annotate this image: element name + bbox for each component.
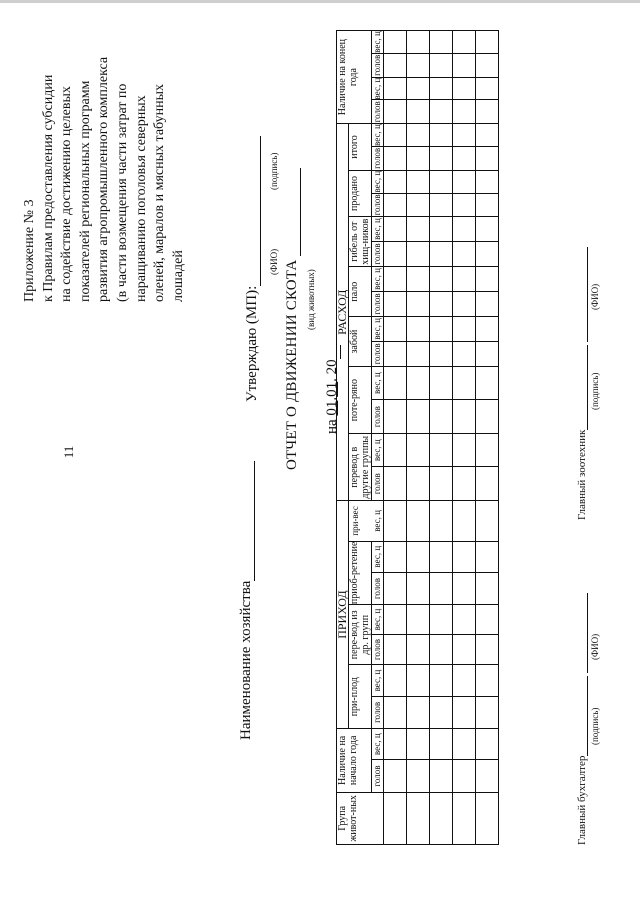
table-cell[interactable] — [476, 31, 499, 54]
unit-heads: голов — [372, 467, 384, 501]
col-income-birth: при-плод — [349, 665, 372, 729]
table-cell[interactable] — [453, 605, 476, 635]
table-cell[interactable] — [430, 634, 453, 665]
table-cell[interactable] — [430, 400, 453, 434]
unit-weight: вес, ц — [372, 124, 382, 146]
unit-weight: вес, ц — [372, 218, 382, 240]
unit-heads: голов — [372, 634, 384, 665]
zootech-label: Главный зоотехник — [576, 429, 588, 520]
appendix-line: оленей, маралов и мясных табунных — [152, 83, 168, 302]
appendix-line: Приложение № 3 — [22, 199, 37, 302]
table-row — [430, 31, 453, 845]
table-cell[interactable] — [453, 31, 476, 54]
table-cell[interactable] — [407, 696, 430, 728]
unit-weight: вес, ц — [372, 541, 384, 572]
table-cell[interactable] — [384, 400, 407, 434]
date-day: 01 — [324, 400, 340, 416]
table-cell[interactable] — [384, 434, 407, 467]
table-cell[interactable] — [430, 792, 453, 844]
unit-heads: голов — [372, 291, 384, 316]
table-body — [384, 31, 499, 845]
table-cell[interactable] — [407, 434, 430, 467]
table-cell[interactable] — [476, 193, 499, 217]
table-cell[interactable] — [407, 77, 430, 100]
table-cell[interactable] — [453, 100, 476, 124]
animal-kind-blank[interactable] — [300, 168, 301, 256]
table-cell[interactable] — [453, 467, 476, 501]
accountant-fio-caption: (ФИО) — [590, 633, 600, 660]
table-cell[interactable] — [476, 267, 499, 292]
unit-heads: голов — [372, 241, 384, 266]
table-cell[interactable] — [384, 217, 407, 242]
zootech-sign-blank[interactable] — [587, 345, 588, 430]
unit-weight: вес, ц — [372, 170, 382, 193]
table-cell[interactable] — [384, 572, 407, 604]
table-cell[interactable] — [407, 760, 430, 792]
table-row — [407, 31, 430, 845]
unit-heads: голов — [372, 54, 382, 76]
appendix-line: наращиванию поголовья северных — [133, 95, 149, 302]
farm-label: Наименование хозяйства — [238, 580, 254, 740]
col-start: Наличие на начало года — [337, 729, 372, 793]
table-cell[interactable] — [476, 400, 499, 434]
table-cell[interactable] — [384, 291, 407, 316]
livestock-table — [336, 30, 499, 845]
table-cell[interactable] — [476, 634, 499, 665]
date-prefix: на — [324, 419, 340, 434]
col-expense-fallen: пало — [349, 267, 372, 317]
table-cell[interactable] — [407, 605, 430, 635]
date-month: 01 — [324, 381, 340, 397]
col-income-gain — [349, 501, 384, 541]
table-cell[interactable] — [384, 53, 407, 77]
table-cell[interactable] — [453, 170, 476, 193]
table-cell[interactable] — [384, 77, 407, 100]
unit-heads: голов — [372, 101, 382, 123]
table-cell[interactable] — [430, 267, 453, 292]
unit-weight: вес, ц — [372, 367, 384, 400]
col-income-transfer: пере-вод из др. групп — [349, 605, 372, 665]
appendix-block — [21, 40, 188, 302]
table-cell[interactable] — [453, 792, 476, 844]
appendix-line: (в части возмещения части затрат по — [114, 83, 130, 302]
report-title — [284, 168, 301, 470]
table-cell[interactable] — [430, 367, 453, 400]
table-cell[interactable] — [430, 193, 453, 217]
table-cell[interactable] — [430, 170, 453, 193]
table-cell[interactable] — [453, 147, 476, 171]
table-cell[interactable] — [476, 729, 499, 760]
page-number: 11 — [61, 445, 76, 459]
table-cell[interactable] — [430, 241, 453, 266]
table-cell[interactable] — [430, 31, 453, 54]
table-cell[interactable] — [476, 77, 499, 100]
report-date: на 01.01. 20 — [324, 345, 341, 434]
unit-weight: вес, ц — [372, 434, 384, 467]
table-cell[interactable] — [407, 729, 430, 760]
table-cell[interactable] — [476, 100, 499, 124]
table-cell[interactable] — [476, 760, 499, 792]
approval-sign-caption: (подпись) — [269, 152, 279, 190]
table-cell[interactable] — [430, 124, 453, 147]
table-cell[interactable] — [384, 467, 407, 501]
table-cell[interactable] — [453, 193, 476, 217]
table-cell[interactable] — [430, 541, 453, 572]
table-cell[interactable] — [453, 241, 476, 266]
table-cell[interactable] — [476, 317, 499, 342]
table-cell[interactable] — [453, 696, 476, 728]
table-cell[interactable] — [476, 147, 499, 171]
table-cell[interactable] — [407, 291, 430, 316]
table-cell[interactable] — [453, 77, 476, 100]
table-cell[interactable] — [384, 241, 407, 266]
table-cell[interactable] — [384, 729, 407, 760]
table-cell[interactable] — [453, 434, 476, 467]
farm-name-blank[interactable] — [254, 461, 255, 581]
appendix-line: на содействие достижению целевых — [59, 86, 75, 302]
table-cell[interactable] — [430, 77, 453, 100]
table-cell[interactable] — [384, 696, 407, 728]
table-row — [453, 31, 476, 845]
table-cell[interactable] — [430, 467, 453, 501]
table-cell[interactable] — [407, 341, 430, 366]
table-cell[interactable] — [476, 53, 499, 77]
table-cell[interactable] — [407, 267, 430, 292]
table-cell[interactable] — [407, 170, 430, 193]
unit-weight: вес, ц — [372, 77, 382, 100]
col-expense-transfer: перевод в другие группы — [349, 434, 372, 501]
table-cell[interactable] — [384, 193, 407, 217]
table-cell[interactable] — [384, 341, 407, 366]
table-cell[interactable] — [476, 572, 499, 604]
approval-label: Утверждаю (МП): — [244, 285, 260, 402]
table-cell[interactable] — [476, 170, 499, 193]
approval-blank[interactable] — [260, 136, 261, 286]
table-cell[interactable] — [476, 696, 499, 728]
accountant-fio-blank[interactable] — [587, 593, 588, 673]
farm-name-line — [238, 461, 255, 740]
table-cell[interactable] — [384, 170, 407, 193]
table-cell[interactable] — [407, 400, 430, 434]
table-cell[interactable] — [384, 760, 407, 792]
gain-label: при-вес — [349, 506, 360, 536]
table-cell[interactable] — [453, 572, 476, 604]
animal-caption: (вид животных) — [306, 269, 316, 330]
appendix-line: к Правилам предоставления субсидии — [40, 74, 56, 302]
table-cell[interactable] — [430, 53, 453, 77]
col-income-purchase: приоб-ретение — [349, 541, 372, 605]
unit-weight: вес, ц — [372, 729, 384, 760]
table-row — [476, 31, 499, 845]
zootech-signature — [576, 247, 588, 520]
appendix-line: лошадей — [170, 250, 186, 302]
unit-heads: голов — [372, 147, 382, 169]
approval-line — [244, 136, 261, 402]
table-cell[interactable] — [453, 291, 476, 316]
table-cell[interactable] — [407, 147, 430, 171]
table-cell[interactable] — [384, 605, 407, 635]
table-cell[interactable] — [476, 501, 499, 541]
unit-weight: вес, ц — [372, 605, 384, 635]
unit-heads: голов — [372, 194, 382, 216]
header-row-cols — [349, 31, 372, 845]
col-end: Наличие на конец года — [337, 31, 372, 124]
table-cell[interactable] — [430, 317, 453, 342]
col-expense-lost: поте-ряно — [349, 367, 372, 434]
table-cell[interactable] — [384, 147, 407, 171]
table-cell[interactable] — [476, 291, 499, 316]
table-cell[interactable] — [407, 100, 430, 124]
table-cell[interactable] — [430, 291, 453, 316]
zootech-fio-blank[interactable] — [587, 247, 588, 342]
col-expense-total: итого — [349, 124, 372, 171]
unit-weight: вес, ц — [372, 31, 382, 53]
table-cell[interactable] — [384, 501, 407, 541]
table-cell[interactable] — [430, 147, 453, 171]
col-expense-predators: гибель от хищ-ников — [349, 218, 371, 265]
table-cell[interactable] — [476, 434, 499, 467]
unit-heads: голов — [372, 760, 384, 792]
table-cell[interactable] — [430, 100, 453, 124]
unit-heads: голов — [372, 341, 384, 366]
table-cell[interactable] — [476, 341, 499, 366]
table-cell[interactable] — [407, 792, 430, 844]
table-cell[interactable] — [384, 100, 407, 124]
table-cell[interactable] — [384, 665, 407, 696]
table-cell[interactable] — [476, 124, 499, 147]
table-cell[interactable] — [430, 665, 453, 696]
table-cell[interactable] — [476, 792, 499, 844]
table-cell[interactable] — [407, 193, 430, 217]
table-cell[interactable] — [453, 217, 476, 242]
table-cell[interactable] — [407, 572, 430, 604]
unit-weight: вес, ц — [371, 510, 382, 532]
table-cell[interactable] — [430, 434, 453, 467]
table-cell[interactable] — [407, 665, 430, 696]
table-cell[interactable] — [384, 124, 407, 147]
table-cell[interactable] — [384, 792, 407, 844]
table-cell[interactable] — [453, 341, 476, 366]
table-cell[interactable] — [476, 665, 499, 696]
table-cell[interactable] — [407, 541, 430, 572]
table-cell[interactable] — [384, 541, 407, 572]
table-cell[interactable] — [407, 317, 430, 342]
appendix-line: показателей региональных программ — [77, 80, 93, 302]
table-cell[interactable] — [476, 367, 499, 400]
table-cell[interactable] — [384, 317, 407, 342]
unit-heads: голов — [372, 696, 384, 728]
table-cell[interactable] — [407, 53, 430, 77]
table-cell[interactable] — [407, 124, 430, 147]
table-cell[interactable] — [430, 605, 453, 635]
table-cell[interactable] — [430, 217, 453, 242]
table-cell[interactable] — [430, 760, 453, 792]
table-cell[interactable] — [407, 241, 430, 266]
table-cell[interactable] — [407, 217, 430, 242]
table-cell[interactable] — [407, 367, 430, 400]
table-cell[interactable] — [453, 267, 476, 292]
table-cell[interactable] — [453, 665, 476, 696]
rotated-document — [16, 30, 616, 890]
section-income: ПРИХОД — [337, 501, 349, 729]
table-cell[interactable] — [476, 605, 499, 635]
table-cell[interactable] — [453, 501, 476, 541]
table-cell[interactable] — [476, 217, 499, 242]
accountant-label: Главный бухгалтер — [576, 755, 588, 845]
table-cell[interactable] — [430, 341, 453, 366]
table-cell[interactable] — [453, 53, 476, 77]
header-row-sections — [337, 31, 349, 845]
table-cell[interactable] — [453, 634, 476, 665]
unit-weight: вес, ц — [372, 665, 384, 696]
unit-weight: вес, ц — [372, 268, 382, 290]
unit-weight: вес, ц — [372, 318, 382, 340]
top-border — [0, 0, 640, 3]
table-cell[interactable] — [453, 400, 476, 434]
accountant-signature — [576, 593, 588, 845]
table-cell[interactable] — [430, 501, 453, 541]
table-cell[interactable] — [453, 729, 476, 760]
table-cell[interactable] — [453, 124, 476, 147]
table-cell[interactable] — [476, 241, 499, 266]
table-cell[interactable] — [453, 541, 476, 572]
appendix-line: развития агропромышленного комплекса — [96, 56, 112, 302]
unit-heads: голов — [372, 400, 384, 434]
table-row — [384, 31, 407, 845]
table-cell[interactable] — [384, 634, 407, 665]
section-expense: РАСХОД — [337, 124, 349, 501]
accountant-sign-caption: (подпись) — [590, 707, 600, 745]
col-expense-sold: продано — [349, 170, 372, 217]
table-cell[interactable] — [384, 367, 407, 400]
table-cell[interactable] — [407, 31, 430, 54]
table-cell[interactable] — [453, 317, 476, 342]
accountant-sign-blank[interactable] — [587, 676, 588, 756]
col-expense-slaughter: забой — [349, 317, 372, 367]
table-cell[interactable] — [430, 729, 453, 760]
approval-fio-caption: (ФИО) — [269, 248, 279, 275]
table-cell[interactable] — [453, 367, 476, 400]
table-cell[interactable] — [384, 267, 407, 292]
zootech-sign-caption: (подпись) — [590, 372, 600, 410]
table-cell[interactable] — [453, 760, 476, 792]
table-cell[interactable] — [430, 696, 453, 728]
table-cell[interactable] — [407, 501, 430, 541]
zootech-fio-caption: (ФИО) — [590, 283, 600, 310]
date-year: 20 — [324, 359, 340, 375]
table-cell[interactable] — [430, 572, 453, 604]
table-cell[interactable] — [407, 634, 430, 665]
table-cell[interactable] — [407, 467, 430, 501]
unit-heads: голов — [372, 572, 384, 604]
title-text: ОТЧЕТ О ДВИЖЕНИИ СКОТА — [284, 259, 300, 470]
table-cell[interactable] — [384, 31, 407, 54]
table-cell[interactable] — [476, 541, 499, 572]
table-cell[interactable] — [476, 467, 499, 501]
header-row-units — [372, 31, 384, 845]
col-group: Група живот-ных — [337, 792, 384, 844]
